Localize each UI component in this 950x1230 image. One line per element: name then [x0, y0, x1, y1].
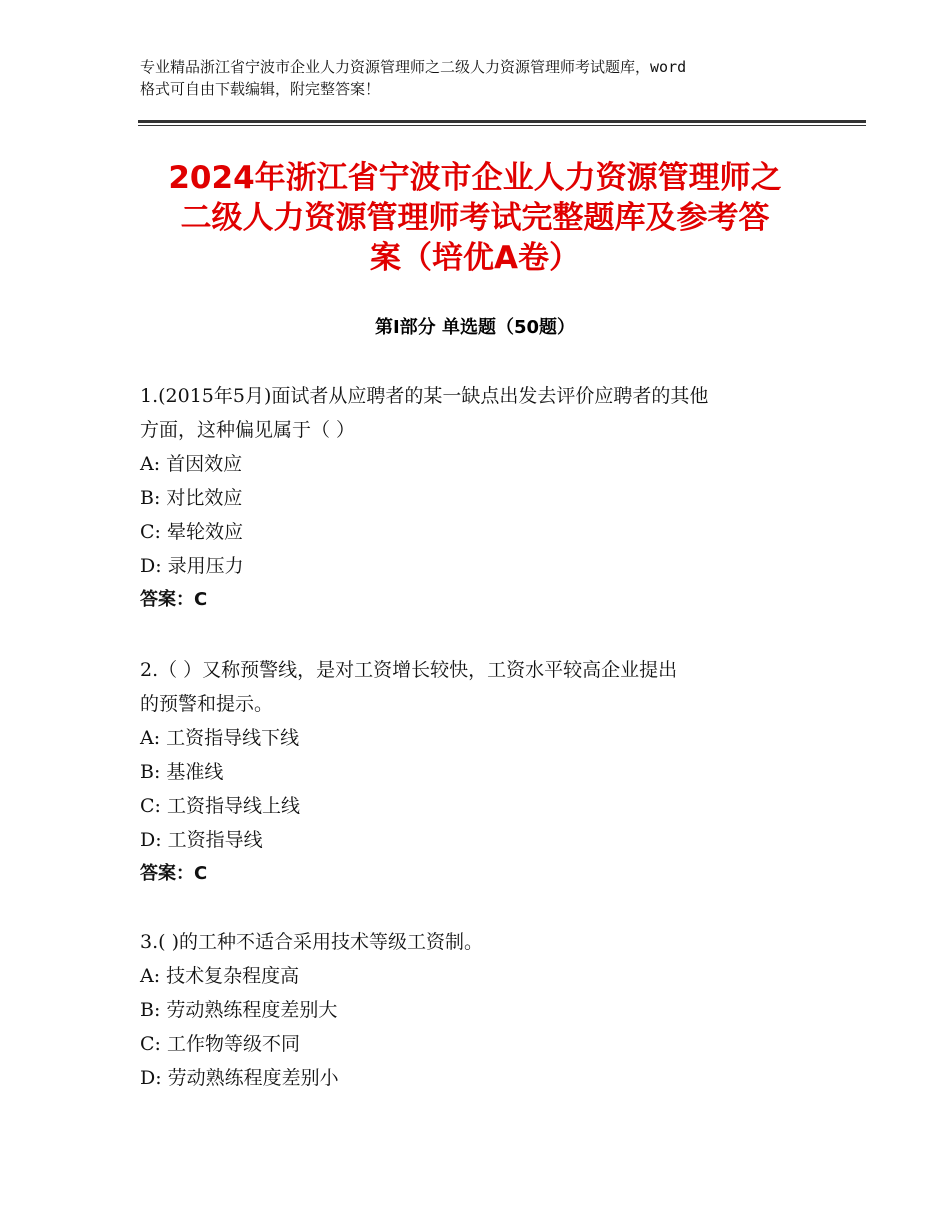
title-line: 二级人力资源管理师考试完整题库及参考答 [180, 200, 770, 236]
header-note-line: 格式可自由下载编辑，附完整答案！ [140, 80, 381, 98]
header-divider-thin [138, 125, 866, 126]
option-d: D: 劳动熟练程度差别小 [140, 1067, 339, 1089]
option-c: C: 工作物等级不同 [140, 1033, 300, 1055]
option-a: A: 技术复杂程度高 [140, 965, 300, 987]
answer-line: 答案：C [140, 589, 208, 610]
header-note-line: 专业精品浙江省宁波市企业人力资源管理师之二级人力资源管理师考试题库，word [140, 58, 687, 76]
option-d: D: 工资指导线 [140, 829, 263, 851]
question-stem [140, 379, 840, 447]
question-block [140, 925, 840, 1095]
option-a: A: 工资指导线下线 [140, 727, 300, 749]
title-line: 案（培优A卷） [370, 240, 580, 276]
option-b: B: 基准线 [140, 761, 224, 783]
question-stem-line: 3.( )的工种不适合采用技术等级工资制。 [140, 931, 483, 953]
option-d: D: 录用压力 [140, 555, 244, 577]
title-line: 2024年浙江省宁波市企业人力资源管理师之 [168, 160, 782, 196]
option-c: C: 晕轮效应 [140, 521, 243, 543]
answer-line: 答案：C [140, 863, 208, 884]
question-stem [140, 925, 840, 959]
question-block [140, 379, 840, 617]
question-stem-line: 2.（ ）又称预警线，是对工资增长较快，工资水平较高企业提出 [140, 659, 678, 681]
option-c: C: 工资指导线上线 [140, 795, 300, 817]
section-heading: 第Ⅰ部分 单选题（50题） [374, 317, 575, 338]
option-b: B: 劳动熟练程度差别大 [140, 999, 338, 1021]
question-stem-line: 的预警和提示。 [140, 693, 274, 715]
question-stem [140, 653, 840, 721]
header-divider [138, 120, 866, 123]
header-note [140, 56, 830, 100]
option-b: B: 对比效应 [140, 487, 243, 509]
question-block [140, 653, 840, 891]
question-stem-line: 方面，这种偏见属于（ ） [140, 419, 356, 441]
option-a: A: 首因效应 [140, 453, 243, 475]
question-stem-line: 1.(2015年5月)面试者从应聘者的某一缺点出发去评价应聘者的其他 [140, 385, 709, 407]
document-title [120, 158, 830, 278]
